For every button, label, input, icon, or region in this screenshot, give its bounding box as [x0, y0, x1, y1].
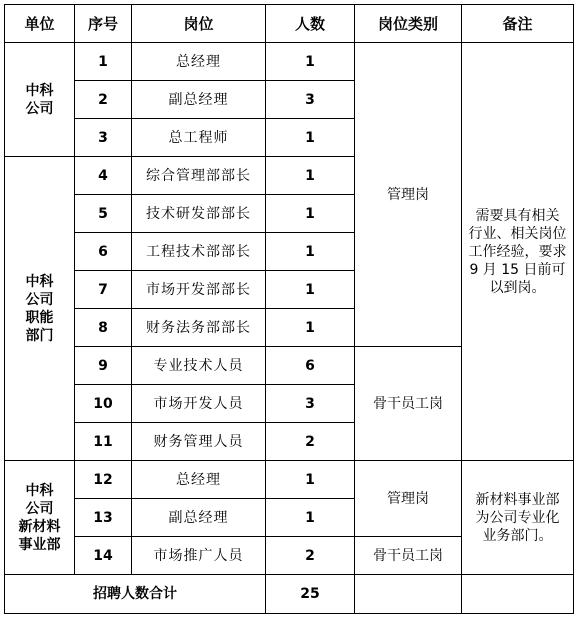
seq-cell: 11	[75, 423, 132, 461]
position-cell: 财务管理人员	[132, 423, 266, 461]
position-cell: 综合管理部部长	[132, 157, 266, 195]
seq-cell: 1	[75, 43, 132, 81]
header-note: 备注	[462, 5, 574, 43]
header-category: 岗位类别	[355, 5, 462, 43]
seq-cell: 3	[75, 119, 132, 157]
total-value: 25	[266, 575, 355, 614]
position-cell: 总经理	[132, 461, 266, 499]
position-cell: 市场推广人员	[132, 537, 266, 575]
table-row	[5, 43, 574, 81]
count-cell: 2	[266, 423, 355, 461]
position-cell: 总工程师	[132, 119, 266, 157]
position-cell: 市场开发部部长	[132, 271, 266, 309]
seq-cell: 9	[75, 347, 132, 385]
unit-cell-functional-dept: 中科 公司 职能 部门	[5, 157, 75, 461]
note-cell: 需要具有相关 行业、相关岗位 工作经验，要求 9 月 15 日前可 以到岗。	[462, 43, 574, 461]
seq-cell: 8	[75, 309, 132, 347]
position-cell: 工程技术部部长	[132, 233, 266, 271]
count-cell: 1	[266, 157, 355, 195]
count-cell: 1	[266, 43, 355, 81]
recruitment-table	[4, 4, 574, 614]
category-cell: 骨干员工岗	[355, 537, 462, 575]
category-cell: 骨干员工岗	[355, 347, 462, 461]
position-cell: 副总经理	[132, 81, 266, 119]
seq-cell: 14	[75, 537, 132, 575]
seq-cell: 2	[75, 81, 132, 119]
count-cell: 1	[266, 271, 355, 309]
count-cell: 2	[266, 537, 355, 575]
count-cell: 1	[266, 309, 355, 347]
total-label: 招聘人数合计	[5, 575, 266, 614]
category-cell: 管理岗	[355, 43, 462, 347]
count-cell: 1	[266, 119, 355, 157]
table-row	[5, 461, 574, 499]
seq-cell: 4	[75, 157, 132, 195]
seq-cell: 5	[75, 195, 132, 233]
position-cell: 技术研发部部长	[132, 195, 266, 233]
category-cell: 管理岗	[355, 461, 462, 537]
position-cell: 副总经理	[132, 499, 266, 537]
seq-cell: 13	[75, 499, 132, 537]
seq-cell: 10	[75, 385, 132, 423]
total-empty-category	[355, 575, 462, 614]
count-cell: 6	[266, 347, 355, 385]
position-cell: 总经理	[132, 43, 266, 81]
seq-cell: 12	[75, 461, 132, 499]
count-cell: 1	[266, 233, 355, 271]
count-cell: 1	[266, 195, 355, 233]
seq-cell: 7	[75, 271, 132, 309]
note-cell: 新材料事业部 为公司专业化 业务部门。	[462, 461, 574, 575]
count-cell: 1	[266, 499, 355, 537]
header-unit: 单位	[5, 5, 75, 43]
unit-cell-new-materials: 中科 公司 新材料 事业部	[5, 461, 75, 575]
count-cell: 1	[266, 461, 355, 499]
seq-cell: 6	[75, 233, 132, 271]
position-cell: 财务法务部部长	[132, 309, 266, 347]
position-cell: 专业技术人员	[132, 347, 266, 385]
header-row	[5, 5, 574, 43]
header-seq: 序号	[75, 5, 132, 43]
position-cell: 市场开发人员	[132, 385, 266, 423]
header-position: 岗位	[132, 5, 266, 43]
total-row	[5, 575, 574, 614]
count-cell: 3	[266, 385, 355, 423]
total-empty-note	[462, 575, 574, 614]
unit-cell-company: 中科 公司	[5, 43, 75, 157]
header-count: 人数	[266, 5, 355, 43]
count-cell: 3	[266, 81, 355, 119]
